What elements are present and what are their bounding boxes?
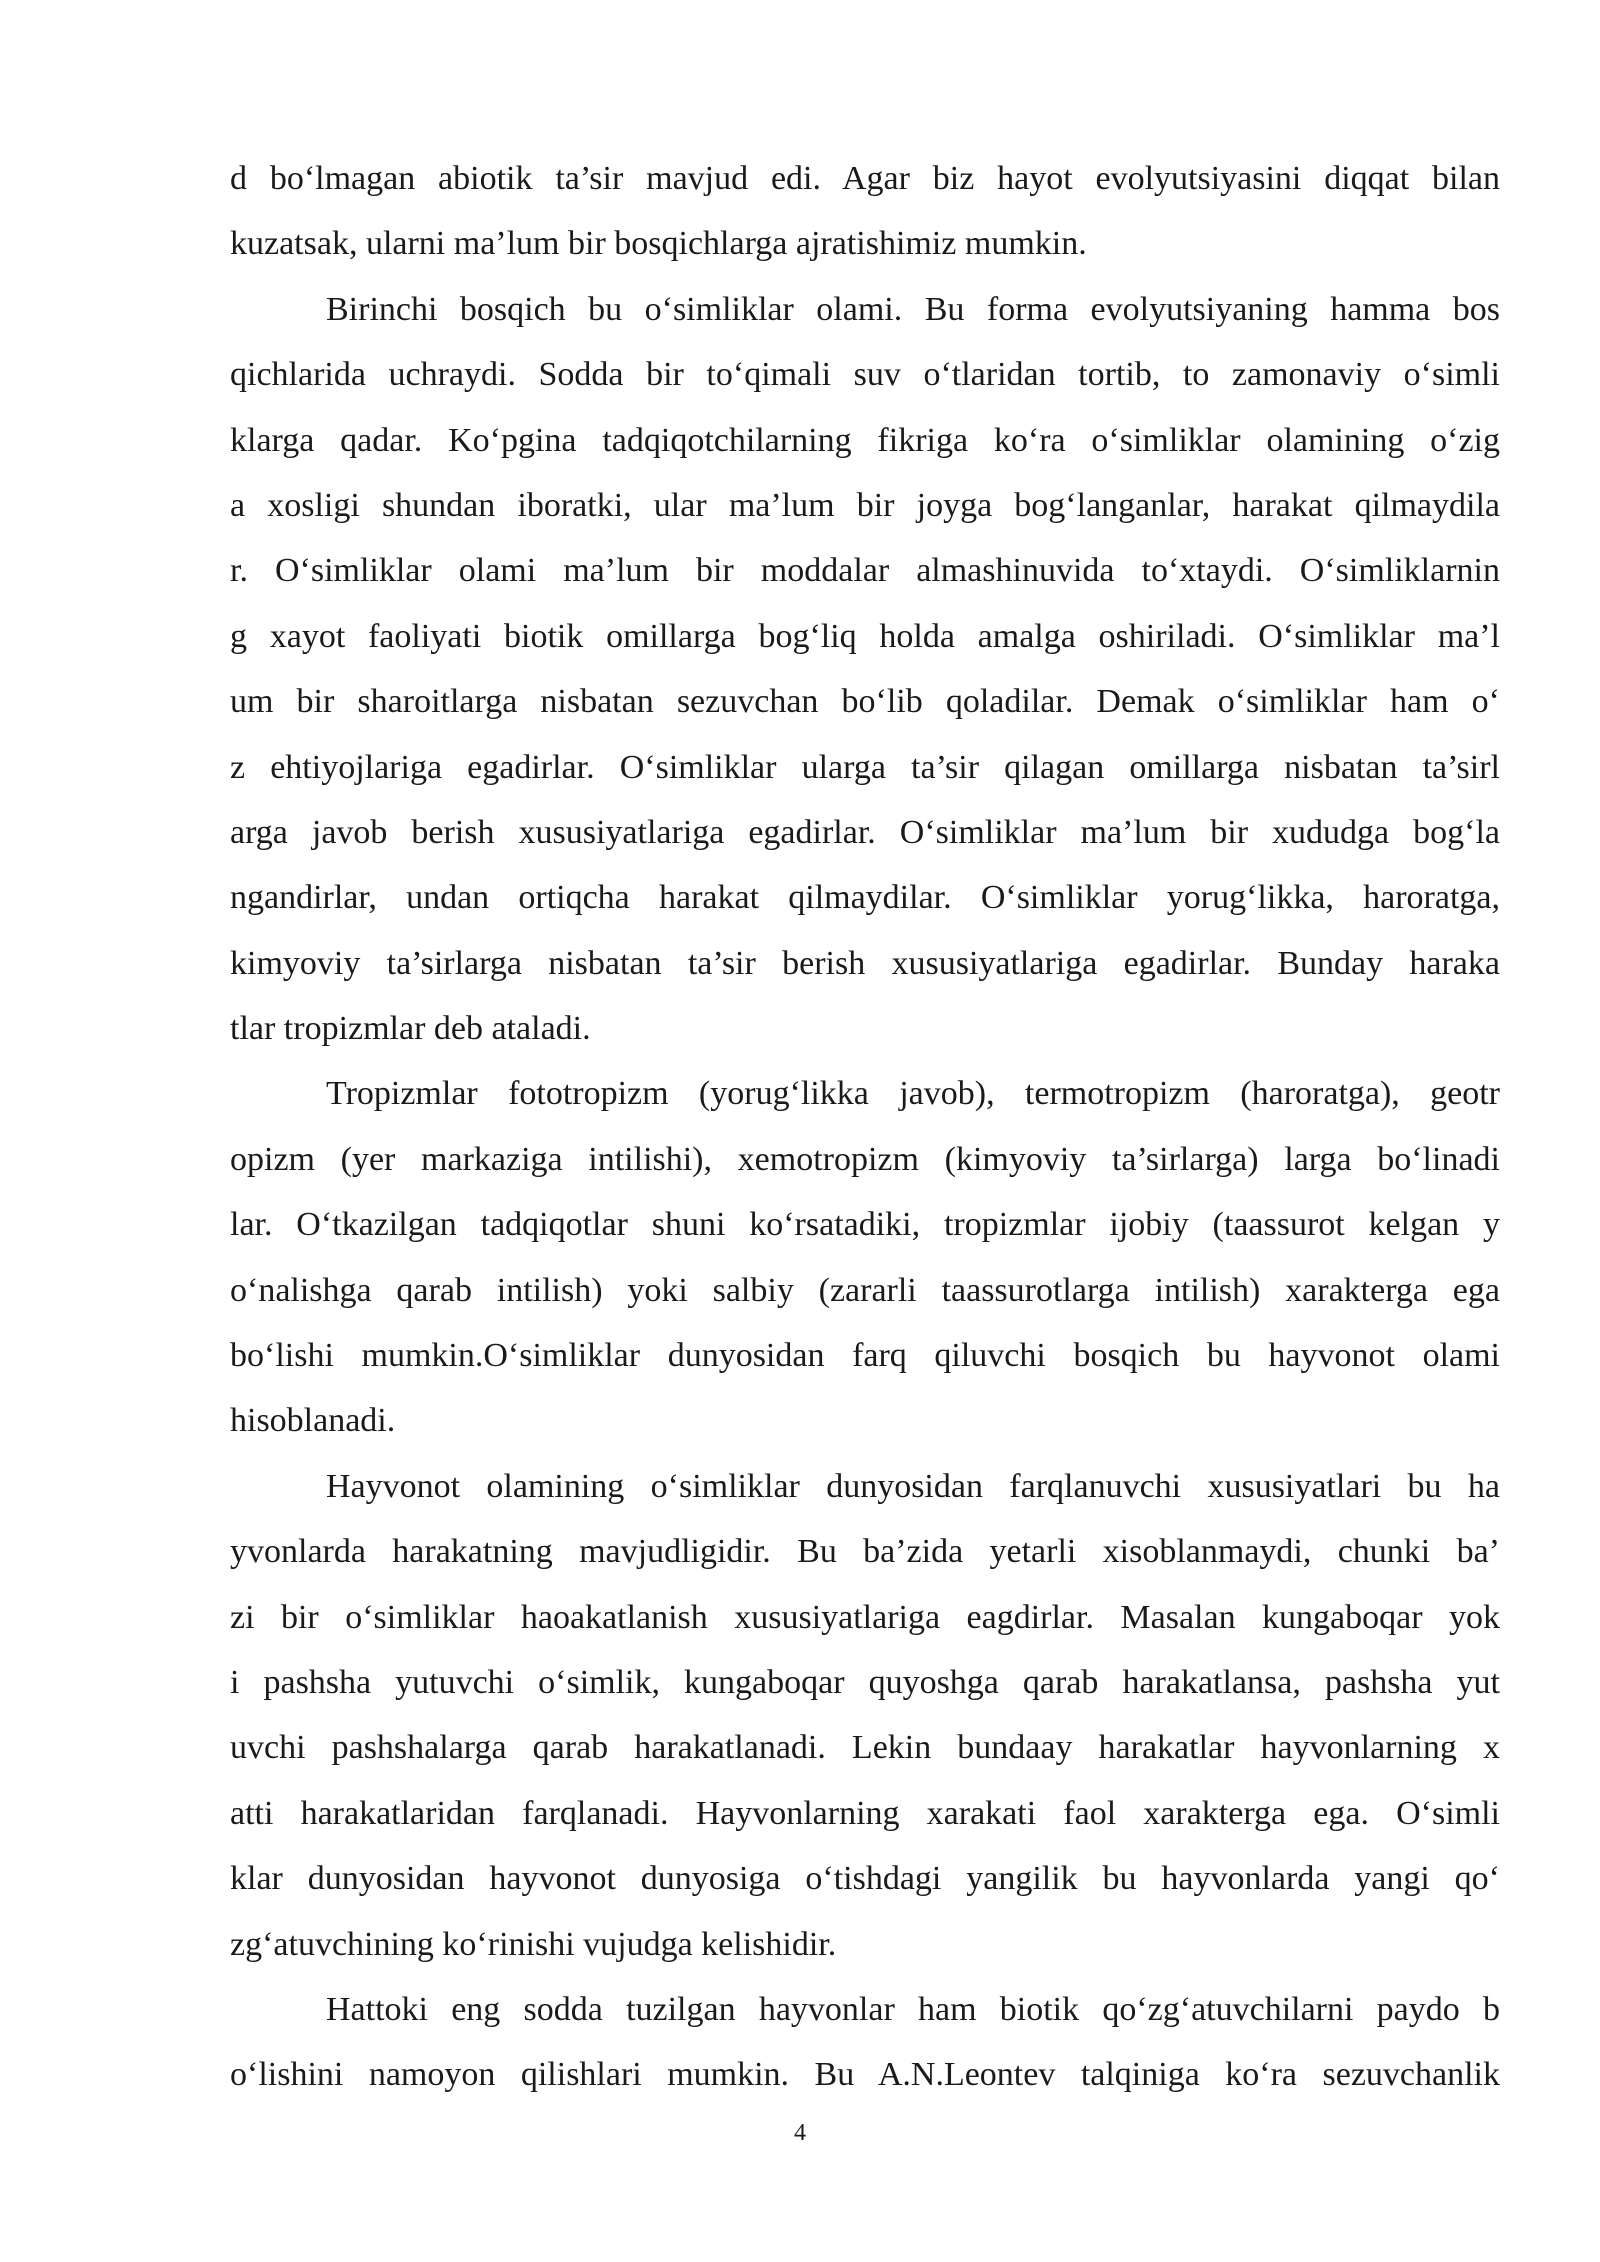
text-line: bo‘lishi mumkin.O‘simliklar dunyosidan farq qiluvchi bosqich bu hayvonot olami bbox=[230, 1337, 1500, 1375]
text-line: g xayot faoliyati biotik omillarga bog‘liq holda amalga oshiriladi. O‘simliklar ma’l bbox=[230, 617, 1500, 655]
text-line: zi bir o‘simliklar haoakatlanish xususiyatlariga eagdirlar. Masalan kungaboqar yok bbox=[230, 1598, 1500, 1636]
text-line: klarga qadar. Ko‘pgina tadqiqotchilarning fikriga ko‘ra o‘simliklar olamining o‘zig bbox=[230, 421, 1500, 459]
text-line: atti harakatlaridan farqlanadi. Hayvonlarning xarakati faol xarakterga ega. O‘simli bbox=[230, 1794, 1500, 1832]
text-line: o‘nalishga qarab intilish) yoki salbiy (zararli taassurotlarga intilish) xarakterga ega bbox=[230, 1271, 1500, 1309]
body-text bbox=[230, 146, 1500, 2108]
text-line: arga javob berish xususiyatlariga egadirlar. O‘simliklar ma’lum bir xududga bog‘la bbox=[230, 813, 1500, 851]
text-line: d bo‘lmagan abiotik ta’sir mavjud edi. Agar biz hayot evolyutsiyasini diqqat bilan bbox=[230, 160, 1500, 197]
text-line: z ehtiyojlariga egadirlar. O‘simliklar ularga ta’sir qilagan omillarga nisbatan ta’sirl bbox=[230, 748, 1500, 786]
text-line: uvchi pashshalarga qarab harakatlanadi. Lekin bundaay harakatlar hayvonlarning x bbox=[230, 1729, 1500, 1767]
page-number: 4 bbox=[794, 2120, 806, 2146]
text-line: kuzatsak, ularni ma’lum bir bosqichlarga ajratishimiz mumkin. bbox=[230, 225, 1087, 263]
text-line: opizm (yer markaziga intilishi), xemotropizm (kimyoviy ta’sirlarga) larga bo‘linadi bbox=[230, 1140, 1500, 1178]
text-line: qichlarida uchraydi. Sodda bir to‘qimali suv o‘tlaridan tortib, to zamonaviy o‘simli bbox=[230, 356, 1500, 394]
text-line: i pashsha yutuvchi o‘simlik, kungaboqar quyoshga qarab harakatlansa, pashsha yut bbox=[230, 1663, 1500, 1701]
text-line: klar dunyosidan hayvonot dunyosiga o‘tishdagi yangilik bu hayvonlarda yangi qo‘ bbox=[230, 1860, 1500, 1898]
text-line: tlar tropizmlar deb ataladi. bbox=[230, 1010, 591, 1048]
text-line: a xosligi shundan iboratki, ular ma’lum bir joyga bog‘langanlar, harakat qilmaydila bbox=[230, 486, 1500, 524]
text-line: kimyoviy ta’sirlarga nisbatan ta’sir berish xususiyatlariga egadirlar. Bunday haraka bbox=[230, 944, 1500, 982]
text-line: yvonlarda harakatning mavjudligidir. Bu ba’zida yetarli xisoblanmaydi, chunki ba’ bbox=[230, 1533, 1500, 1571]
text-line: hisoblanadi. bbox=[230, 1402, 396, 1440]
text-line: lar. O‘tkazilgan tadqiqotlar shuni ko‘rsatadiki, tropizmlar ijobiy (taassurot kelgan y bbox=[230, 1206, 1500, 1244]
text-line: ngandirlar, undan ortiqcha harakat qilmaydilar. O‘simliklar yorug‘likka, haroratga, bbox=[230, 879, 1500, 917]
text-line: zg‘atuvchining ko‘rinishi vujudga kelishidir. bbox=[230, 1925, 837, 1963]
text-line: o‘lishini namoyon qilishlari mumkin. Bu A.N.Leontev talqiniga ko‘ra sezuvchanlik bbox=[230, 2056, 1500, 2094]
text-line: r. O‘simliklar olami ma’lum bir moddalar almashinuvida to‘xtaydi. O‘simliklarnin bbox=[230, 552, 1500, 590]
text-line: Hayvonot olamining o‘simliklar dunyosidan farqlanuvchi xususiyatlari bu ha bbox=[326, 1467, 1500, 1505]
text-line: um bir sharoitlarga nisbatan sezuvchan bo‘lib qoladilar. Demak o‘simliklar ham o‘ bbox=[230, 683, 1500, 721]
text-line: Birinchi bosqich bu o‘simliklar olami. Bu forma evolyutsiyaning hamma bos bbox=[326, 290, 1500, 328]
text-line: Tropizmlar fototropizm (yorug‘likka javob), termotropizm (haroratga), geotr bbox=[326, 1075, 1500, 1113]
text-line: Hattoki eng sodda tuzilgan hayvonlar ham biotik qo‘zg‘atuvchilarni paydo b bbox=[326, 1990, 1500, 2028]
